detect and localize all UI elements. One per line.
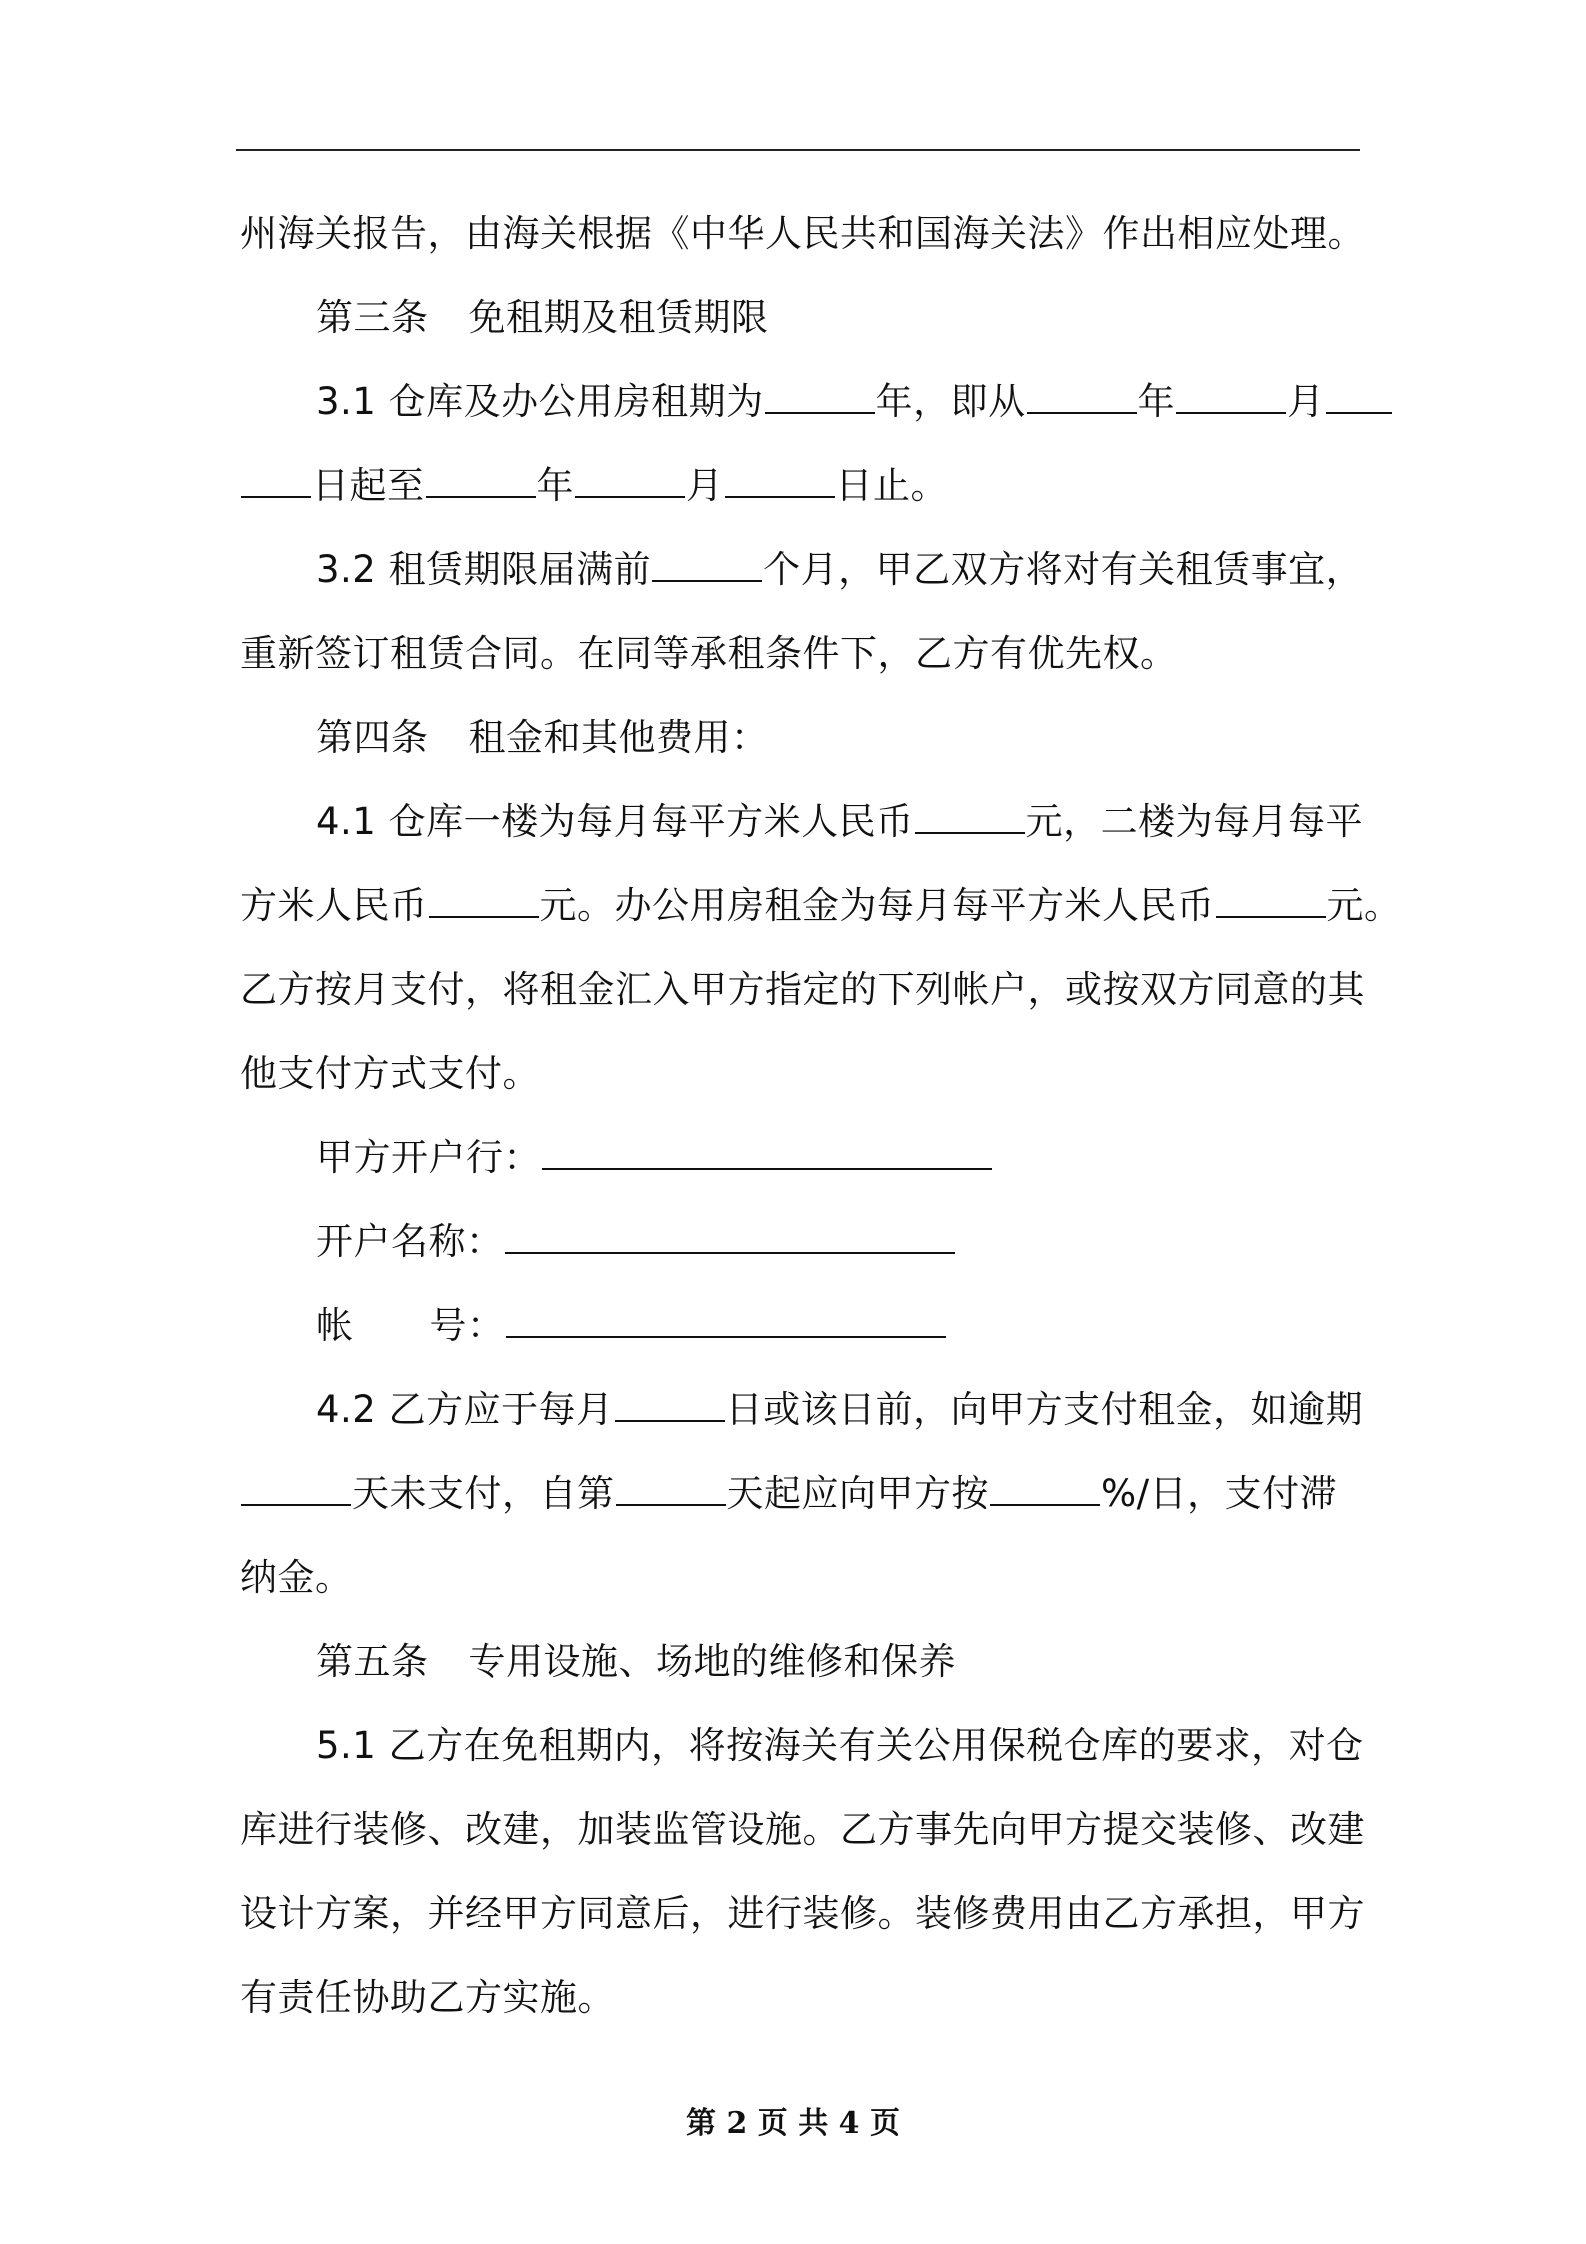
text: 天起应向甲方按 (726, 1472, 989, 1515)
fill-blank[interactable] (990, 1456, 1100, 1506)
article-number: 第五条 (316, 1640, 429, 1683)
text: 元。办公用房租金为每月每平方米人民币 (539, 884, 1215, 927)
fill-blank[interactable] (426, 448, 536, 498)
bank-name-blank[interactable] (542, 1120, 992, 1170)
fill-blank[interactable] (241, 1456, 351, 1506)
article-title: 免租期及租赁期限 (468, 296, 769, 339)
paragraph-line (240, 612, 1364, 696)
clause-4-1 (240, 780, 1364, 864)
text: 有责任协助乙方实施。 (240, 1976, 615, 2019)
clause-4-2 (240, 1368, 1364, 1452)
field-label: 号： (429, 1304, 505, 1347)
account-number-blank[interactable] (506, 1288, 946, 1338)
fill-blank[interactable] (429, 868, 539, 918)
text: 库进行装修、改建，加装监管设施。乙方事先向甲方提交装修、改建 (240, 1808, 1365, 1851)
text: 3.1 仓库及办公用房租期为 (316, 380, 764, 423)
text: 方米人民币 (240, 884, 428, 927)
fill-blank[interactable] (1216, 868, 1326, 918)
text: 乙方按月支付，将租金汇入甲方指定的下列帐户，或按双方同意的其 (240, 968, 1365, 1011)
text: 年，即从 (875, 380, 1026, 423)
article-title: 租金和其他费用： (468, 716, 769, 759)
text: 天未支付，自第 (352, 1472, 615, 1515)
text: 4.1 仓库一楼为每月每平方米人民币 (316, 800, 914, 843)
text: 元，二楼为每月每平 (1025, 800, 1364, 843)
fill-blank[interactable] (765, 364, 875, 414)
text: 月 (686, 464, 724, 507)
bank-field (240, 1116, 1364, 1200)
text: %/日，支付滞 (1101, 1472, 1338, 1515)
text: 年 (1137, 380, 1176, 423)
text: 纳金。 (240, 1556, 353, 1599)
fill-blank[interactable] (615, 1372, 725, 1422)
clause-4-1-cont (240, 864, 1402, 948)
article-3-heading (240, 276, 1364, 360)
field-label: 帐 (316, 1304, 354, 1347)
clause-3-2 (240, 528, 1364, 612)
article-number: 第三条 (316, 296, 429, 339)
article-5-heading (240, 1620, 1364, 1704)
article-title: 专用设施、场地的维修和保养 (468, 1640, 956, 1683)
text: 5.1 乙方在免租期内，将按海关有关公用保税仓库的要求，对仓 (316, 1724, 1364, 1767)
fill-blank[interactable] (575, 448, 685, 498)
text: 重新签订租赁合同。在同等承租条件下，乙方有优先权。 (240, 632, 1178, 675)
fill-blank[interactable] (1326, 364, 1392, 414)
paragraph-line (240, 192, 1364, 276)
text: 日止。 (835, 464, 948, 507)
clause-4-2-cont (240, 1452, 1364, 1536)
paragraph-line (240, 1956, 1364, 2040)
header-rule (236, 149, 1360, 151)
fill-blank[interactable] (616, 1456, 726, 1506)
paragraph-line (240, 1872, 1364, 1956)
fill-blank[interactable] (1027, 364, 1137, 414)
text: 个月，甲乙双方将对有关租赁事宜， (763, 548, 1364, 591)
text: 州海关报告，由海关根据《中华人民共和国海关法》作出相应处理。 (240, 212, 1365, 255)
fill-blank[interactable] (915, 784, 1025, 834)
fill-blank[interactable] (1176, 364, 1286, 414)
fill-blank[interactable] (241, 448, 311, 498)
text: 年 (536, 464, 574, 507)
field-label: 开户名称： (316, 1220, 504, 1263)
article-4-heading (240, 696, 1364, 780)
account-number-field (240, 1284, 1364, 1368)
clause-3-1-cont (240, 444, 1364, 528)
paragraph-line (240, 948, 1364, 1032)
text: 元。 (1326, 884, 1402, 927)
text: 4.2 乙方应于每月 (316, 1388, 614, 1431)
fill-blank[interactable] (652, 532, 762, 582)
account-name-blank[interactable] (505, 1204, 955, 1254)
text: 日或该日前，向甲方支付租金，如逾期 (725, 1388, 1364, 1431)
paragraph-line (240, 1788, 1364, 1872)
clause-3-1 (240, 360, 1364, 444)
paragraph-line (240, 1536, 1364, 1620)
text: 3.2 租赁期限届满前 (316, 548, 652, 591)
text: 设计方案，并经甲方同意后，进行装修。装修费用由乙方承担，甲方 (240, 1892, 1365, 1935)
page-number: 第 2 页 共 4 页 (686, 2106, 900, 2141)
clause-5-1 (240, 1704, 1364, 1788)
field-label: 甲方开户行： (316, 1136, 541, 1179)
text: 日起至 (312, 464, 425, 507)
fill-blank[interactable] (725, 448, 835, 498)
article-number: 第四条 (316, 716, 429, 759)
text: 他支付方式支付。 (240, 1052, 540, 1095)
account-name-field (240, 1200, 1364, 1284)
text: 月 (1287, 380, 1325, 423)
document-body (240, 192, 1402, 2040)
paragraph-line (240, 1032, 1364, 1116)
